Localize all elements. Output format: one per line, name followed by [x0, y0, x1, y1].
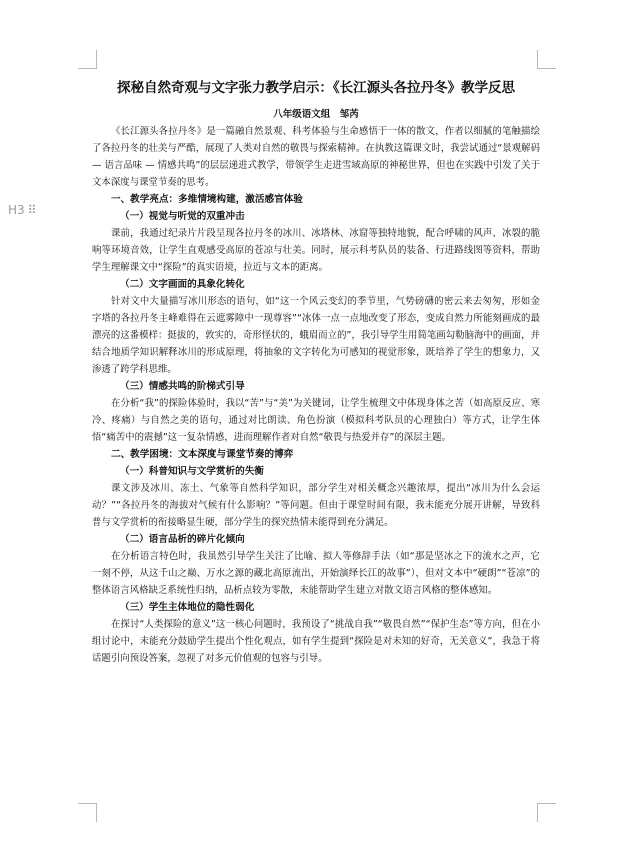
intro-paragraph: 《长江源头各拉丹冬》是一篇融自然景观、科考体验与生命感悟于一体的散文，作者以细腻的笔触描绘了各拉丹冬的壮美与严酷，展现了人类对自然的敬畏与探索精神。在执教这篇课文时，我尝试通过“景观解码 — 语言品味 — 情感共鸣”的层层递进式教学，带领学生走进雪域高原的神秘世界，但也在实践中引发了关于文本深度与课堂节奏的思考。	[92, 126, 540, 188]
crop-mark-top-left	[78, 50, 97, 69]
subsection-heading-2-1: （一）科普知识与文学赏析的失衡	[120, 466, 264, 477]
subsection-heading-2-2: （二）语言品析的碎片化倾向	[120, 534, 245, 545]
heading-level-label: H3	[8, 203, 25, 217]
paragraph-2-3: 在探讨“人类探险的意义”这一核心问题时，我预设了“挑战自我”“敬畏自然”“保护生态”等方向，但在小组讨论中，未能充分鼓励学生提出个性化观点，如有学生提到“探险是对未知的好奇，无关意义”，我急于将话题引向预设答案，忽视了对多元价值观的包容与引导。	[92, 619, 540, 664]
section-heading-1: 一、教学亮点：多维情境构建，激活感官体验	[111, 194, 303, 205]
crop-mark-top-right	[537, 50, 556, 69]
document-title: 探秘自然奇观与文字张力教学启示：《长江源头各拉丹冬》教学反思	[116, 80, 515, 96]
paragraph-1-2: 针对文中大量描写冰川形态的语句，如“这一个风云变幻的季节里，气势磅礴的密云来去匆匆，形如金字塔的各拉丹冬主峰难得在云遮雾障中一现尊容”“冰体一点一点地改变了形态，变成自然力所能刻画成的最漂亮的这番模样：挺拔的，敦实的，奇形怪状的，蛾眉而立的”，我引导学生用简笔画勾勒脑海中的画面，并结合地质学知识解释冰川的形成原理，将抽象的文字转化为可感知的视觉形象，既培养了学生的想象力，又渗透了跨学科思维。	[92, 296, 540, 375]
paragraph-2-1: 课文涉及冰川、冻土、气象等自然科学知识，部分学生对相关概念兴趣浓厚，提出“冰川为什么会运动？”“各拉丹冬的海拔对气候有什么影响？”等问题。但由于课堂时间有限，我未能充分展开讲解，导致科普与文学赏析的衔接略显生硬，部分学生的探究热情未能得到充分满足。	[92, 483, 540, 528]
crop-mark-bottom-right	[537, 803, 556, 822]
paragraph-1-3: 在分析“我”的探险体验时，我以“苦”与“美”为关键词，让学生梳理文中体现身体之苦（如高原反应、寒冷、疼痛）与自然之美的语句，通过对比朗读、角色扮演（模拟科考队员的心理独白）等方式，让学生体悟“痛苦中的震撼”这一复杂情感，进而理解作者对自然“敬畏与热爱并存”的深层主题。	[92, 398, 540, 443]
subsection-heading-2-3: （三）学生主体地位的隐性弱化	[120, 602, 255, 613]
subsection-heading-1-3: （三）情感共鸣的阶梯式引导	[120, 381, 245, 392]
subsection-heading-1-2: （二）文字画面的具象化转化	[120, 279, 245, 290]
subsection-heading-1-1: （一）视觉与听觉的双重冲击	[120, 211, 245, 222]
document-body	[92, 76, 540, 667]
drag-handle-icon[interactable]: ⠿	[27, 203, 36, 217]
paragraph-1-1: 课前，我通过纪录片片段呈现各拉丹冬的冰川、冰塔林、冰窟等独特地貌，配合呼啸的风声、冰裂的脆响等环境音效，让学生直观感受高原的苍凉与壮美。同时，展示科考队员的装备、行进路线图等资料，帮助学生理解课文中“探险”的真实语境，拉近与文本的距离。	[92, 228, 540, 273]
crop-mark-bottom-left	[78, 803, 97, 822]
section-heading-2: 二、教学困境：文本深度与课堂节奏的博弈	[111, 449, 294, 460]
author-line: 八年级语文组 邹芮	[273, 109, 359, 120]
heading-level-indicator[interactable]	[8, 203, 35, 217]
paragraph-2-2: 在分析语言特色时，我虽然引导学生关注了比喻、拟人等修辞手法（如“那是坚冰之下的流水之声，它一刻不停，从这千山之巅、万水之源的藏北高原流出，开始演绎长江的故事”），但对文本中“硬朗”“苍凉”的整体语言风格缺乏系统性归纳，品析点较为零散，未能帮助学生建立对散文语言风格的整体感知。	[92, 551, 540, 596]
